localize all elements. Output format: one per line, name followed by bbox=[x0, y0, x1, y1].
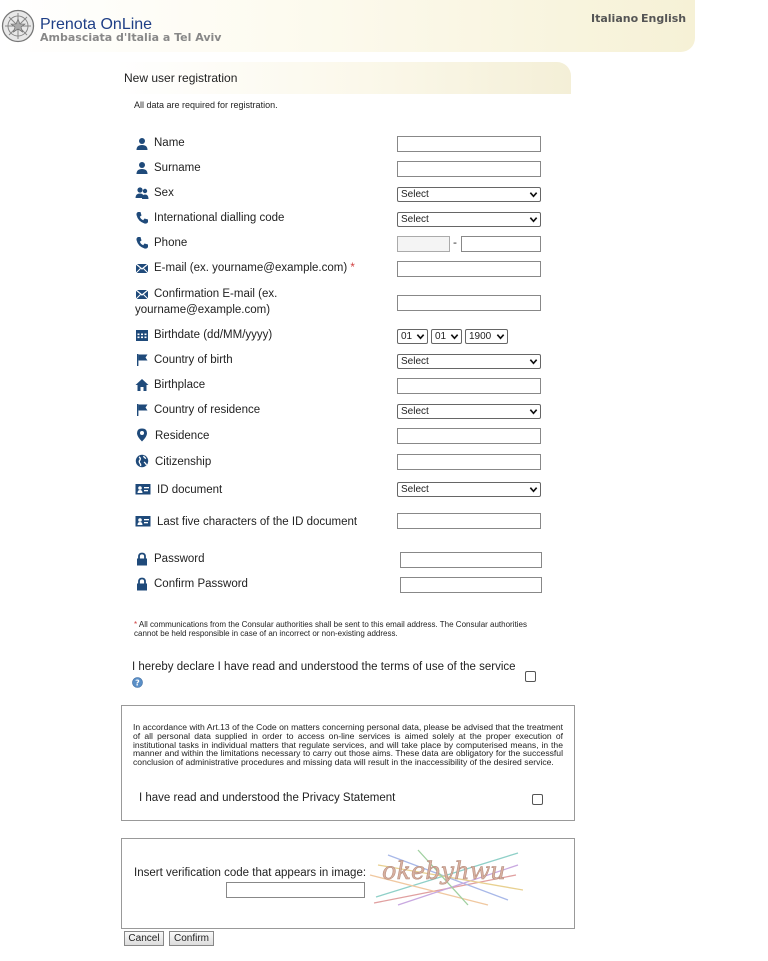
home-icon bbox=[135, 378, 149, 392]
birth-day-value: 01 bbox=[401, 331, 413, 342]
id-document-select[interactable] bbox=[397, 482, 541, 497]
map-marker-icon bbox=[135, 428, 149, 442]
id-card-icon bbox=[135, 514, 151, 528]
birth-year-value: 1900 bbox=[469, 331, 492, 342]
phone-prefix-input[interactable] bbox=[397, 236, 450, 252]
birth-month-value: 01 bbox=[435, 331, 447, 342]
birthplace-label: Birthplace bbox=[154, 379, 206, 391]
email-label bbox=[154, 261, 355, 276]
birth-day-select[interactable] bbox=[397, 329, 428, 344]
country-residence-label: Country of residence bbox=[154, 404, 261, 416]
emblem-logo-icon bbox=[1, 9, 35, 43]
chevron-down-icon bbox=[529, 485, 538, 494]
chevron-down-icon bbox=[496, 332, 505, 341]
email-footnote-text: All communications from the Consular authorities shall be sent to this email address. The Consular authorities cannot be held responsible in case of an incorrect or non-existing address. bbox=[134, 620, 527, 638]
flag-icon bbox=[135, 403, 149, 417]
chevron-down-icon bbox=[529, 407, 538, 416]
id-document-label: ID document bbox=[157, 484, 223, 496]
country-residence-select-value: Select bbox=[401, 406, 429, 417]
id-last-five-label: Last five characters of the ID document bbox=[157, 516, 358, 528]
terms-declaration-label: I hereby declare I have read and understood the terms of use of the service bbox=[132, 661, 516, 673]
email-footnote bbox=[134, 620, 534, 638]
surname-label: Surname bbox=[154, 162, 201, 174]
password-confirm-input[interactable] bbox=[400, 577, 542, 593]
envelope-icon bbox=[135, 261, 149, 275]
sex-select[interactable] bbox=[397, 187, 541, 202]
language-link-english[interactable]: English bbox=[641, 12, 687, 25]
phone-icon bbox=[135, 211, 149, 225]
confirm-button[interactable]: Confirm bbox=[169, 931, 214, 946]
name-input[interactable] bbox=[397, 136, 541, 152]
birth-month-select[interactable] bbox=[431, 329, 462, 344]
captcha-image bbox=[368, 845, 523, 907]
country-residence-select[interactable] bbox=[397, 404, 541, 419]
residence-input[interactable] bbox=[397, 428, 541, 444]
birth-year-select[interactable] bbox=[465, 329, 508, 344]
captcha-input[interactable] bbox=[226, 882, 365, 898]
help-icon[interactable] bbox=[132, 677, 143, 688]
brand-title[interactable]: Prenota OnLine bbox=[40, 16, 153, 33]
chevron-down-icon bbox=[450, 332, 459, 341]
residence-label: Residence bbox=[155, 430, 210, 442]
language-link-italiano[interactable]: Italiano bbox=[591, 12, 639, 25]
id-document-select-value: Select bbox=[401, 484, 429, 495]
citizenship-label: Citizenship bbox=[155, 456, 212, 468]
email-confirm-label-line2: yourname@example.com) bbox=[135, 304, 271, 316]
phone-label: Phone bbox=[154, 237, 188, 249]
required-star: * bbox=[350, 262, 355, 274]
country-birth-select-value: Select bbox=[401, 356, 429, 367]
brand-subtitle: Ambasciata d'Italia a Tel Aviv bbox=[40, 31, 222, 44]
cancel-button[interactable]: Cancel bbox=[124, 931, 164, 946]
svg-text:?: ? bbox=[135, 678, 140, 688]
chevron-down-icon bbox=[529, 215, 538, 224]
surname-input[interactable] bbox=[397, 161, 541, 177]
chevron-down-icon bbox=[529, 357, 538, 366]
user-icon bbox=[135, 137, 149, 151]
privacy-statement-text: In accordance with Art.13 of the Code on matters concerning personal data, please be advised that the treatment of all personal data supplied in order to access on-line services is aimed solely at the proper execution of institutional tasks in individual matters that regulate services, and will take place by computerised means, in the manner and within the limitations necessary to carry out those aims. These data are obligatory for the successful conclusion of administrative procedures and missing data will result in the inaccessibility of the desired service. bbox=[133, 722, 563, 768]
password-label: Password bbox=[154, 553, 205, 565]
dial-code-select[interactable] bbox=[397, 212, 541, 227]
flag-icon bbox=[135, 353, 149, 367]
email-confirm-label-line1: Confirmation E-mail (ex. bbox=[154, 288, 278, 300]
chevron-down-icon bbox=[529, 190, 538, 199]
users-icon bbox=[135, 186, 149, 200]
required-star: * bbox=[134, 620, 138, 629]
privacy-checkbox[interactable] bbox=[532, 794, 543, 805]
email-label-text: E-mail (ex. yourname@example.com) bbox=[154, 262, 348, 274]
phone-number-input[interactable] bbox=[461, 236, 541, 252]
id-last-five-input[interactable] bbox=[397, 513, 541, 529]
chevron-down-icon bbox=[416, 332, 425, 341]
user-icon bbox=[135, 161, 149, 175]
dial-code-label: International dialling code bbox=[154, 212, 285, 224]
phone-icon bbox=[135, 236, 149, 250]
captcha-label: Insert verification code that appears in image: bbox=[134, 867, 367, 879]
dial-code-select-value: Select bbox=[401, 214, 429, 225]
country-birth-select[interactable] bbox=[397, 354, 541, 369]
calendar-icon bbox=[135, 328, 149, 342]
password-confirm-label: Confirm Password bbox=[154, 578, 248, 590]
envelope-icon bbox=[135, 287, 149, 301]
captcha-code-text: okebyhwu bbox=[382, 857, 506, 885]
citizenship-input[interactable] bbox=[397, 454, 541, 470]
birthdate-label: Birthdate (dd/MM/yyyy) bbox=[154, 329, 273, 341]
password-input[interactable] bbox=[400, 552, 542, 568]
country-birth-label: Country of birth bbox=[154, 354, 233, 366]
globe-icon bbox=[135, 454, 149, 468]
email-confirm-input[interactable] bbox=[397, 295, 541, 311]
sex-select-value: Select bbox=[401, 189, 429, 200]
form-note: All data are required for registration. bbox=[134, 100, 278, 110]
lock-icon bbox=[135, 577, 149, 591]
birthplace-input[interactable] bbox=[397, 378, 541, 394]
email-input[interactable] bbox=[397, 261, 541, 277]
lock-icon bbox=[135, 552, 149, 566]
form-title: New user registration bbox=[124, 71, 238, 85]
name-label: Name bbox=[154, 137, 185, 149]
phone-separator: - bbox=[453, 236, 457, 249]
sex-label: Sex bbox=[154, 187, 174, 199]
privacy-checkbox-label: I have read and understood the Privacy Statement bbox=[139, 792, 396, 804]
terms-checkbox[interactable] bbox=[525, 671, 536, 682]
id-card-icon bbox=[135, 482, 151, 496]
